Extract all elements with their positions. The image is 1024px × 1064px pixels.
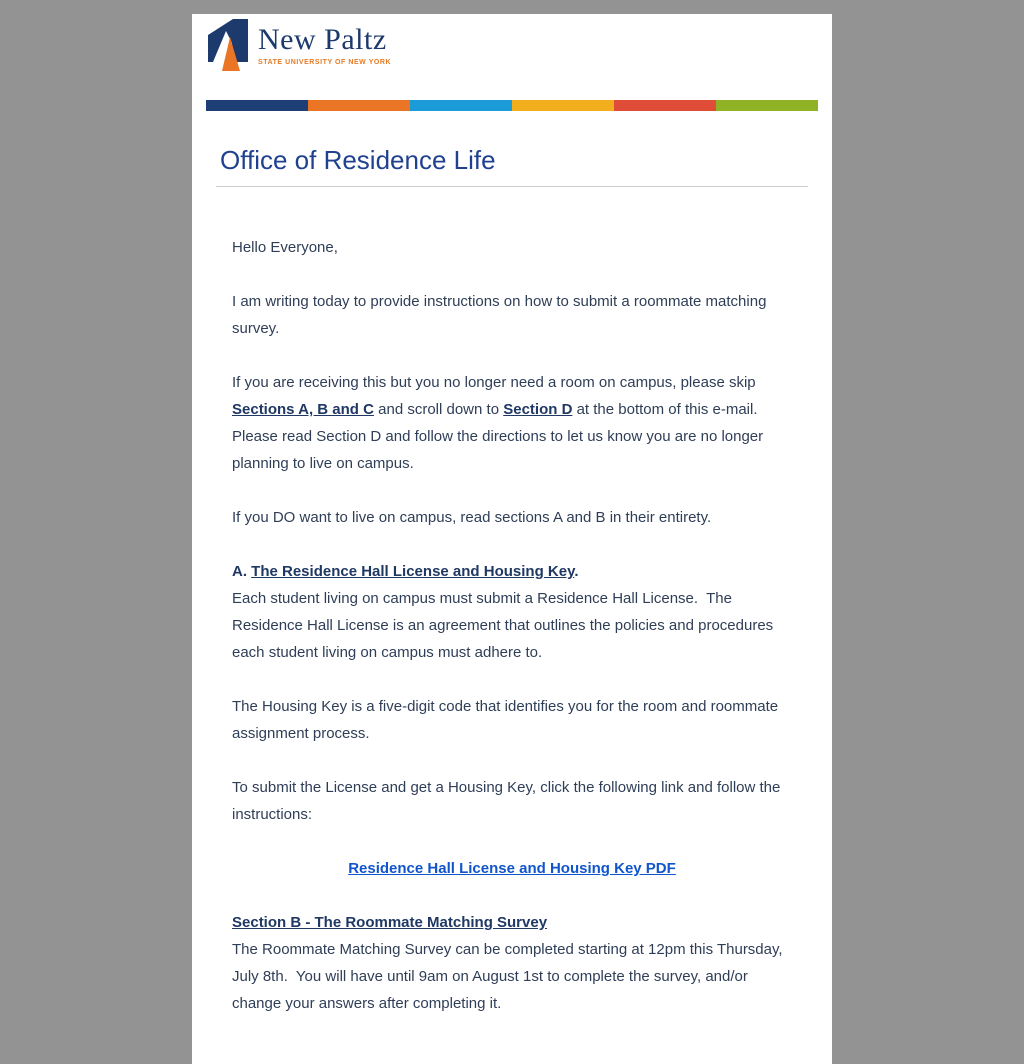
logo-wordmark: New Paltz — [258, 23, 387, 56]
stripe-segment — [308, 100, 410, 111]
paragraph — [232, 774, 792, 828]
stripe-segment — [512, 100, 614, 111]
text-run: Hello Everyone, — [232, 239, 338, 256]
stripe-segment — [716, 100, 818, 111]
text-run: The Residence Hall License and Housing Key — [251, 563, 575, 580]
text-run: Each student living on campus must submit a Residence Hall License. The Residence Hall License is an agreement that outlines the policies and procedures each student living on campus must adhere to. — [232, 590, 778, 661]
residence-hall-license-pdf-link[interactable]: Residence Hall License and Housing Key PDF — [348, 860, 676, 877]
paragraph — [232, 855, 792, 882]
text-run: Section D — [503, 401, 573, 418]
paragraph — [232, 909, 792, 1017]
paragraph — [232, 369, 792, 477]
text-run: I am writing today to provide instructions on how to submit a roommate matching survey. — [232, 293, 771, 337]
email-card — [192, 14, 832, 1064]
university-logo — [206, 19, 818, 71]
text-run: A. — [232, 563, 252, 580]
brand-color-stripe — [206, 100, 818, 111]
stripe-segment — [614, 100, 716, 111]
stripe-segment — [410, 100, 512, 111]
text-run: . — [574, 563, 579, 580]
new-paltz-mountain-logo-icon — [206, 19, 250, 71]
text-run: If you DO want to live on campus, read sections A and B in their entirety. — [232, 509, 712, 526]
text-run: Sections A, B and C — [232, 401, 374, 418]
text-run: To submit the License and get a Housing Key, click the following link and follow the instructions: — [232, 779, 785, 823]
text-run: The Housing Key is a five-digit code that identifies you for the room and roommate assignment process. — [232, 698, 783, 742]
text-run: and scroll down to — [373, 401, 504, 418]
logo-tagline: STATE UNIVERSITY OF NEW YORK — [258, 59, 392, 66]
paragraph — [232, 234, 792, 261]
logo-text-block — [258, 19, 391, 66]
paragraph — [232, 558, 792, 666]
paragraph — [232, 288, 792, 342]
paragraph — [232, 504, 792, 531]
page-title: Office of Residence Life — [220, 145, 496, 175]
text-run: Section B - The Roommate Matching Survey — [232, 914, 548, 931]
email-body — [192, 187, 832, 1064]
email-header — [192, 14, 832, 187]
text-run: If you are receiving this but you no longer need a room on campus, please skip — [232, 374, 760, 391]
paragraph — [232, 693, 792, 747]
text-run: at the bottom of this e-mail. Please read Section D and follow the directions to let us know you are no longer planning to live on campus. — [232, 401, 768, 472]
text-run: The Roommate Matching Survey can be completed starting at 12pm this Thursday, July 8th. You will have until 9am on August 1st to complete the survey, and/or change your answers after completing it. — [232, 941, 787, 1012]
stripe-segment — [206, 100, 308, 111]
